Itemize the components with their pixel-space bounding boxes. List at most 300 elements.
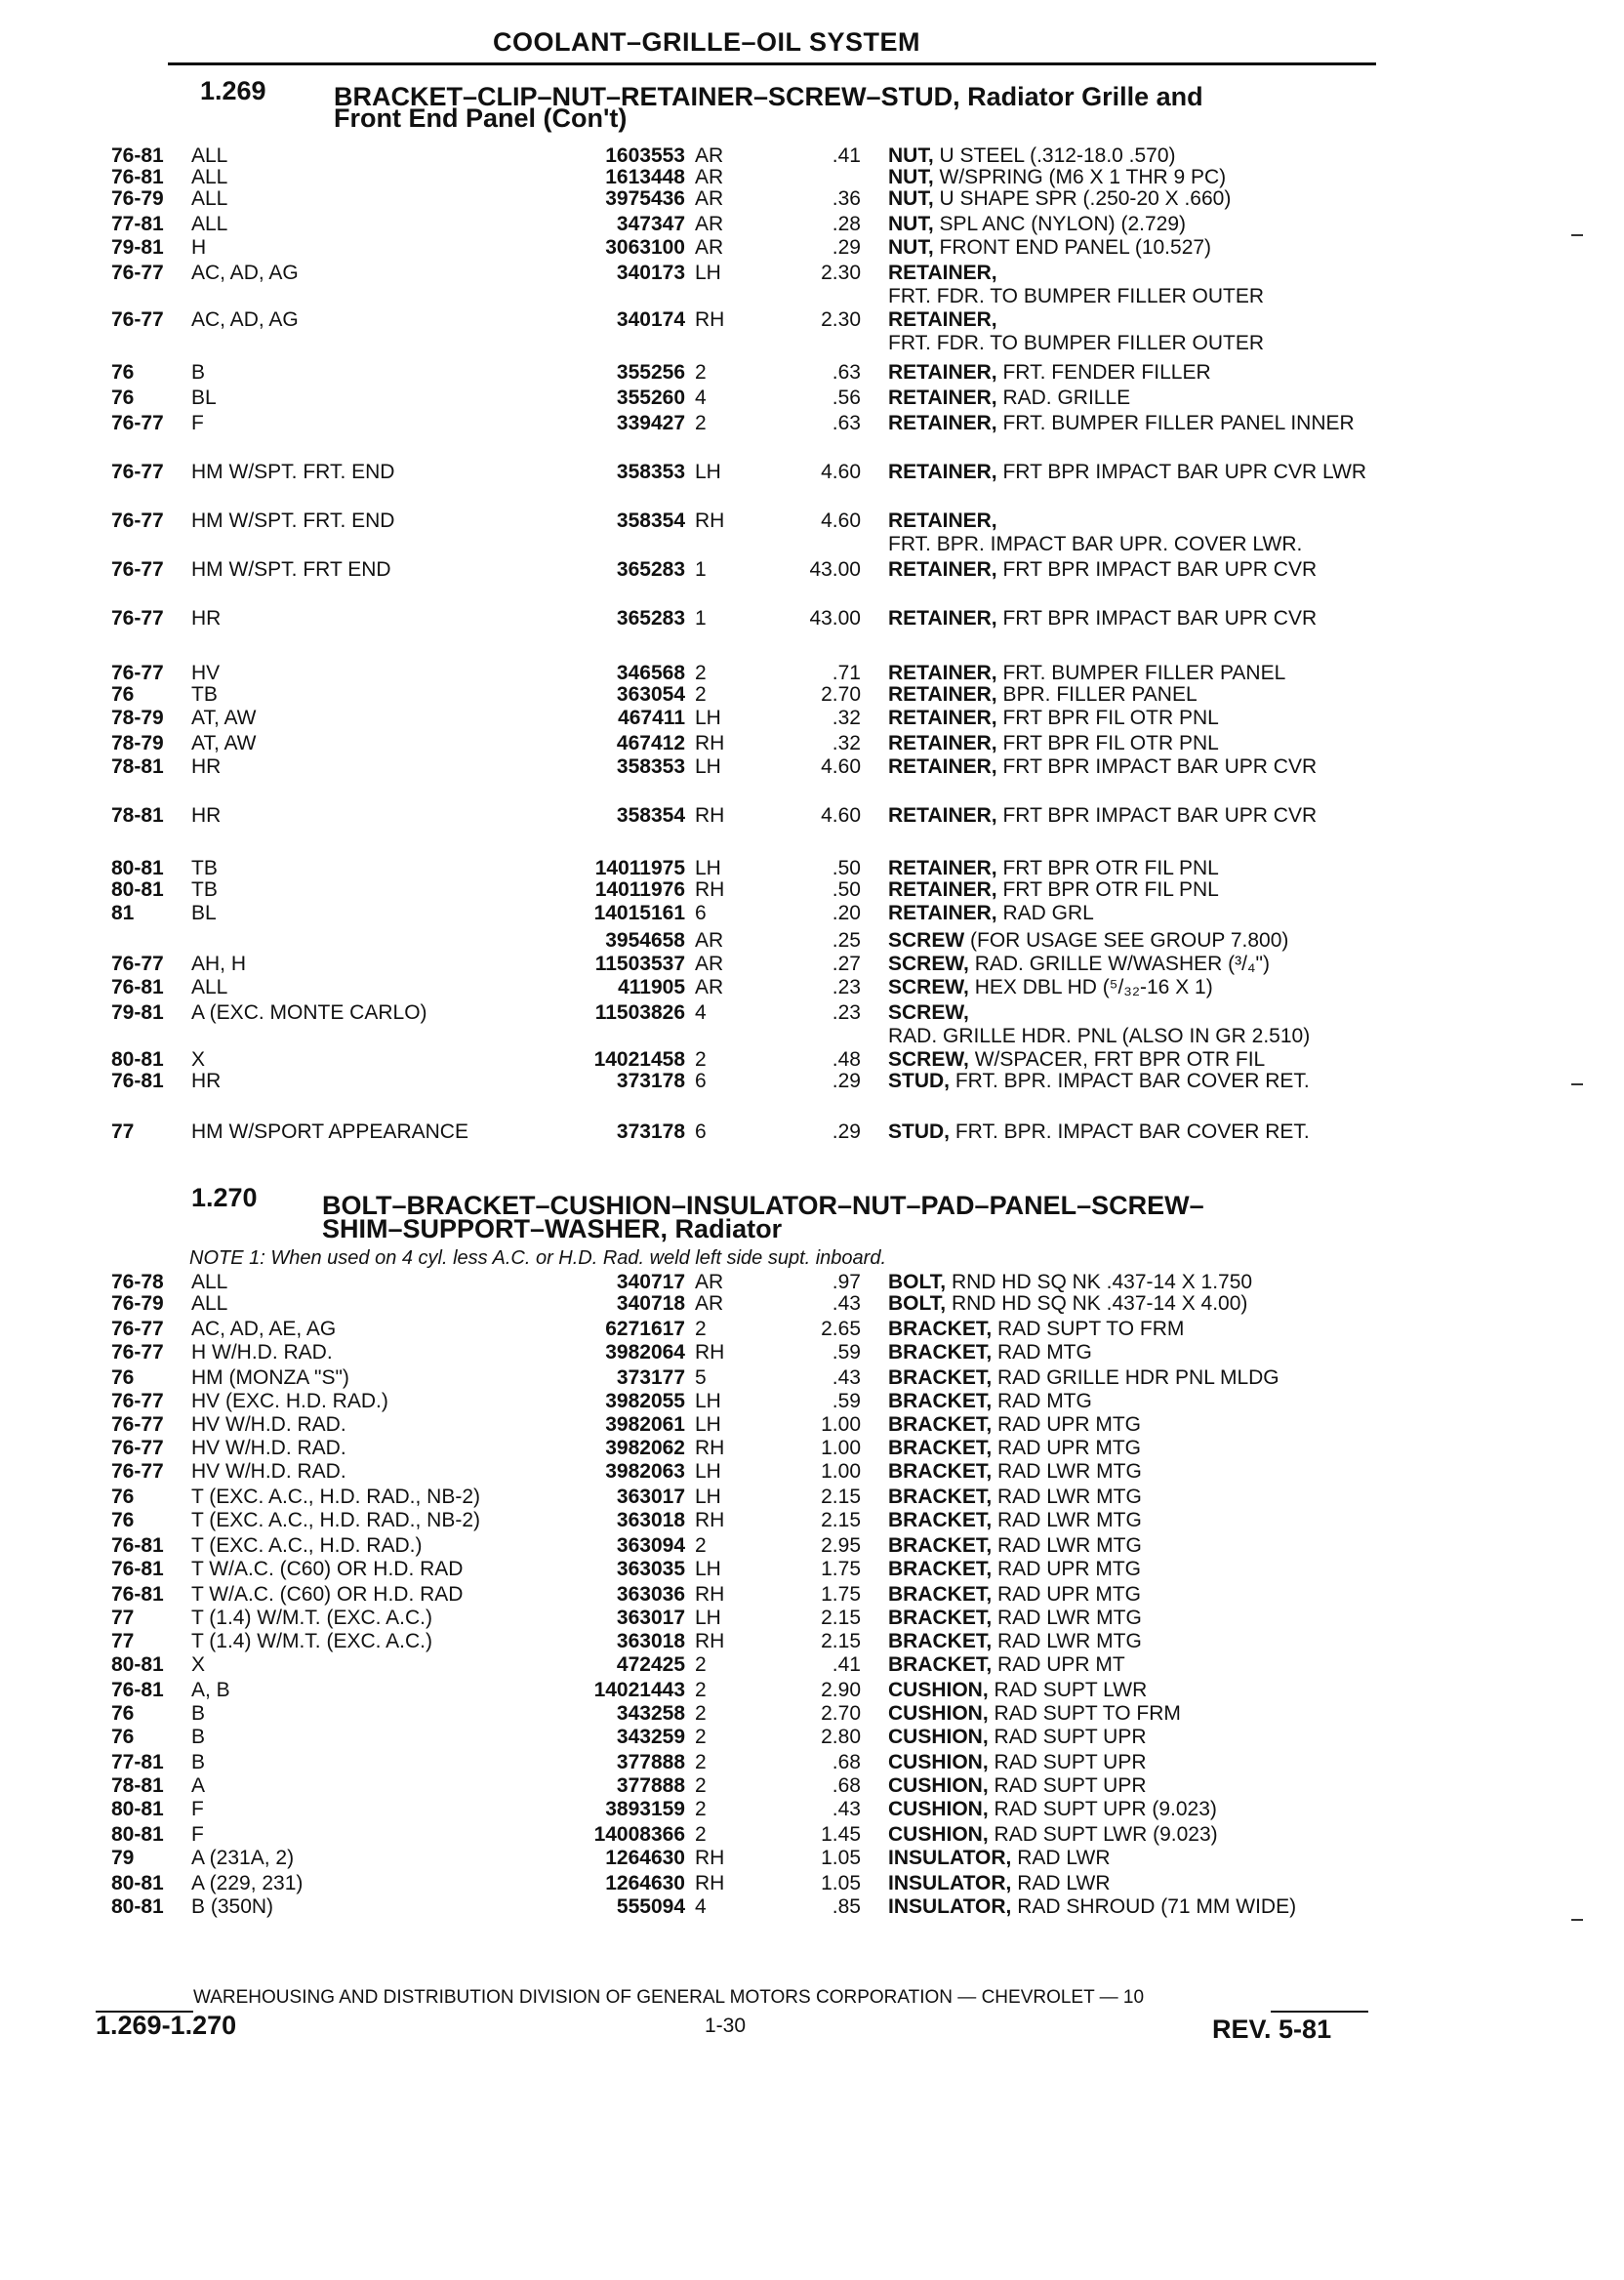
year-cell: 76	[111, 387, 135, 409]
part-number-cell: 363017	[616, 1486, 685, 1508]
part-description: FRT BPR IMPACT BAR UPR CVR	[1002, 755, 1318, 778]
part-number-cell: 347347	[616, 213, 685, 235]
usage-cell: HR	[191, 755, 222, 778]
usage-cell: AC, AD, AE, AG	[191, 1318, 337, 1340]
part-description: RAD SUPT TO FRM	[994, 1702, 1181, 1725]
part-description: RAD LWR	[1017, 1872, 1111, 1894]
quantity-cell: 2	[695, 1702, 707, 1725]
description-cell	[888, 607, 1376, 654]
year-cell: 76-77	[111, 953, 164, 975]
part-number-cell: 363017	[616, 1607, 685, 1629]
usage-cell: HV W/H.D. RAD.	[191, 1437, 346, 1459]
description-cell	[888, 1895, 1376, 1942]
part-name: NUT,	[888, 213, 934, 235]
quantity-cell: 2	[695, 1751, 707, 1773]
quantity-cell: 2	[695, 662, 707, 684]
part-description: FRT BPR OTR FIL PNL	[1002, 878, 1219, 901]
part-description: RAD GRL	[1002, 902, 1094, 924]
part-name: BRACKET,	[888, 1607, 993, 1629]
year-cell: 80-81	[111, 1048, 164, 1071]
price-cell: .68	[832, 1751, 861, 1773]
part-description: FRT BPR OTR FIL PNL	[1002, 857, 1219, 879]
part-description: RAD SUPT LWR	[994, 1679, 1148, 1701]
usage-cell: A (229, 231)	[191, 1872, 304, 1894]
part-number-cell: 1613448	[605, 166, 685, 188]
usage-cell: AC, AD, AG	[191, 308, 299, 331]
part-name: SCREW,	[888, 1048, 969, 1071]
part-number-cell: 340174	[616, 308, 685, 331]
year-cell: 76	[111, 1702, 135, 1725]
year-cell: 81	[111, 902, 135, 924]
part-description: U STEEL (.312-18.0 .570)	[939, 144, 1176, 167]
part-number-cell: 3982061	[605, 1413, 685, 1436]
price-cell: .23	[832, 1001, 861, 1024]
year-cell: 80-81	[111, 878, 164, 901]
part-description: SPL ANC (NYLON) (2.729)	[939, 213, 1186, 235]
part-number-cell: 358353	[616, 755, 685, 778]
usage-cell: HM W/SPT. FRT. END	[191, 509, 395, 532]
description-cell	[888, 262, 1376, 308]
part-name: BRACKET,	[888, 1509, 993, 1531]
part-number-cell: 363018	[616, 1509, 685, 1531]
quantity-cell: LH	[695, 461, 721, 483]
part-description: U SHAPE SPR (.250-20 X .660)	[939, 187, 1232, 210]
part-number-cell: 340718	[616, 1292, 685, 1315]
part-description: RAD SUPT UPR	[994, 1726, 1147, 1748]
part-number-cell: 14015161	[593, 902, 685, 924]
year-cell: 76-77	[111, 262, 164, 284]
part-description: RAD UPR MTG	[997, 1558, 1142, 1580]
part-number-cell: 358354	[616, 509, 685, 532]
quantity-cell: 5	[695, 1366, 707, 1389]
year-cell: 78-81	[111, 804, 164, 827]
year-cell: 76-77	[111, 607, 164, 630]
year-cell: 78-79	[111, 707, 164, 729]
year-cell: 76-81	[111, 1534, 164, 1557]
description-cell	[888, 804, 1376, 851]
part-description: RAD SUPT LWR (9.023)	[994, 1823, 1218, 1846]
quantity-cell: 2	[695, 1653, 707, 1676]
price-cell: .29	[832, 1070, 861, 1092]
quantity-cell: RH	[695, 1437, 725, 1459]
part-name: BRACKET,	[888, 1318, 993, 1340]
part-number-cell: 373178	[616, 1120, 685, 1143]
usage-cell: HM W/SPT. FRT END	[191, 558, 391, 581]
year-cell: 76-81	[111, 976, 164, 998]
year-cell: 76-77	[111, 509, 164, 532]
part-name: RETAINER,	[888, 878, 997, 901]
price-cell: .27	[832, 953, 861, 975]
margin-mark	[1571, 1919, 1583, 1921]
price-cell: 4.60	[821, 461, 861, 483]
year-cell: 76	[111, 1486, 135, 1508]
quantity-cell: LH	[695, 755, 721, 778]
part-description: RAD SUPT UPR	[994, 1751, 1147, 1773]
usage-cell: ALL	[191, 1271, 228, 1293]
quantity-cell: 2	[695, 1774, 707, 1797]
part-name: CUSHION,	[888, 1823, 989, 1846]
part-number-cell: 363036	[616, 1583, 685, 1606]
usage-cell: B	[191, 361, 206, 384]
part-description: FRT. BPR. IMPACT BAR COVER RET.	[954, 1070, 1310, 1092]
part-number-cell: 363018	[616, 1630, 685, 1652]
table-row	[0, 1070, 1624, 1117]
part-number-cell: 6271617	[605, 1318, 685, 1340]
price-cell: .43	[832, 1292, 861, 1315]
part-description: FRT. FDR. TO BUMPER FILLER OUTER	[888, 332, 1265, 354]
part-description: FRT BPR FIL OTR PNL	[1002, 707, 1219, 729]
part-name: RETAINER,	[888, 509, 997, 532]
part-number-cell: 377888	[616, 1774, 685, 1797]
part-number-cell: 343258	[616, 1702, 685, 1725]
part-description: FRT BPR FIL OTR PNL	[1002, 732, 1219, 754]
quantity-cell: 1	[695, 558, 707, 581]
part-name: BOLT,	[888, 1271, 947, 1293]
price-cell: 1.00	[821, 1460, 861, 1483]
usage-cell: B (350N)	[191, 1895, 274, 1918]
part-description: RAD. GRILLE HDR. PNL (ALSO IN GR 2.510)	[888, 1025, 1311, 1047]
part-number-cell: 14021443	[593, 1679, 685, 1701]
quantity-cell: RH	[695, 1509, 725, 1531]
table-row	[0, 461, 1624, 508]
quantity-cell: RH	[695, 804, 725, 827]
part-number-cell: 1264630	[605, 1847, 685, 1869]
price-cell: 2.65	[821, 1318, 861, 1340]
year-cell: 76	[111, 1366, 135, 1389]
year-cell: 76-77	[111, 1318, 164, 1340]
year-cell: 76-81	[111, 1070, 164, 1092]
part-name: STUD,	[888, 1070, 950, 1092]
part-description: RAD LWR MTG	[997, 1630, 1142, 1652]
price-cell: .63	[832, 412, 861, 434]
margin-mark	[1571, 234, 1583, 236]
year-cell: 76	[111, 361, 135, 384]
description-cell	[888, 755, 1376, 802]
year-cell: 80-81	[111, 1895, 164, 1918]
usage-cell: H W/H.D. RAD.	[191, 1341, 333, 1364]
part-name: RETAINER,	[888, 707, 997, 729]
part-description: RAD UPR MT	[997, 1653, 1125, 1676]
header-rule	[168, 62, 1376, 65]
part-name: SCREW,	[888, 1001, 969, 1024]
page-header-title: COOLANT–GRILLE–OIL SYSTEM	[493, 27, 921, 57]
quantity-cell: 6	[695, 1120, 707, 1143]
part-description: RAD UPR MTG	[997, 1437, 1142, 1459]
price-cell: .59	[832, 1341, 861, 1364]
price-cell: .29	[832, 236, 861, 259]
year-cell: 77	[111, 1630, 135, 1652]
part-number-cell: 3982064	[605, 1341, 685, 1364]
year-cell: 80-81	[111, 1798, 164, 1820]
part-description: (FOR USAGE SEE GROUP 7.800)	[970, 929, 1289, 952]
part-name: RETAINER,	[888, 662, 997, 684]
part-number-cell: 3063100	[605, 236, 685, 259]
part-number-cell: 355256	[616, 361, 685, 384]
part-number-cell: 363054	[616, 683, 685, 706]
footer-page-number: 1-30	[705, 2015, 747, 2037]
price-cell: 2.15	[821, 1630, 861, 1652]
year-cell: 76-77	[111, 412, 164, 434]
usage-cell: A, B	[191, 1679, 230, 1701]
part-description: FRT. BPR. IMPACT BAR UPR. COVER LWR.	[888, 533, 1303, 555]
part-description: RAD SUPT TO FRM	[997, 1318, 1185, 1340]
part-description: HEX DBL HD (⁵/₃₂-16 X 1)	[974, 976, 1213, 998]
usage-cell: ALL	[191, 1292, 228, 1315]
quantity-cell: AR	[695, 213, 724, 235]
part-description: W/SPRING (M6 X 1 THR 9 PC)	[939, 166, 1227, 188]
part-number-cell: 14011976	[594, 878, 685, 901]
part-description: RAD MTG	[997, 1390, 1092, 1412]
description-cell	[888, 1070, 1376, 1117]
price-cell: 4.60	[821, 509, 861, 532]
footer-rule-right	[1271, 2011, 1368, 2013]
part-name: RETAINER,	[888, 308, 997, 331]
usage-cell: T (EXC. A.C., H.D. RAD., NB-2)	[191, 1486, 480, 1508]
part-description: FRT BPR IMPACT BAR UPR CVR	[1002, 558, 1318, 581]
part-name: RETAINER,	[888, 732, 997, 754]
quantity-cell: AR	[695, 976, 724, 998]
part-name: RETAINER,	[888, 857, 997, 879]
section-number-1269: 1.269	[200, 76, 266, 105]
year-cell: 76-79	[111, 1292, 164, 1315]
part-name: INSULATOR,	[888, 1895, 1012, 1918]
part-name: INSULATOR,	[888, 1872, 1012, 1894]
price-cell: .97	[832, 1271, 861, 1293]
year-cell: 79	[111, 1847, 135, 1869]
price-cell: .63	[832, 361, 861, 384]
table-row	[0, 1895, 1624, 1942]
part-name: STUD,	[888, 1120, 950, 1143]
part-name: CUSHION,	[888, 1751, 989, 1773]
quantity-cell: 2	[695, 412, 707, 434]
part-name: SCREW	[888, 929, 965, 952]
usage-cell: A (231A, 2)	[191, 1847, 295, 1869]
quantity-cell: LH	[695, 1558, 721, 1580]
usage-cell: B	[191, 1726, 206, 1748]
description-cell	[888, 412, 1376, 459]
part-number-cell: 1603553	[605, 144, 685, 167]
description-cell	[888, 1120, 1376, 1167]
part-description: RAD UPR MTG	[997, 1583, 1142, 1606]
part-number-cell: 377888	[616, 1751, 685, 1773]
section-title-1269-line2: Front End Panel (Con't)	[334, 103, 628, 133]
part-name: BRACKET,	[888, 1413, 993, 1436]
price-cell: 1.45	[821, 1823, 861, 1846]
part-description: FRT. BUMPER FILLER PANEL	[1002, 662, 1286, 684]
price-cell: .56	[832, 387, 861, 409]
part-name: BRACKET,	[888, 1460, 993, 1483]
part-name: RETAINER,	[888, 262, 997, 284]
usage-cell: T (1.4) W/M.T. (EXC. A.C.)	[191, 1607, 432, 1629]
part-description: RAD. GRILLE W/WASHER (³/₄")	[974, 953, 1270, 975]
usage-cell: AT, AW	[191, 707, 257, 729]
usage-cell: F	[191, 412, 204, 434]
usage-cell: HV (EXC. H.D. RAD.)	[191, 1390, 388, 1412]
usage-cell: HM (MONZA "S")	[191, 1366, 349, 1389]
part-number-cell: 14011975	[594, 857, 685, 879]
quantity-cell: 2	[695, 683, 707, 706]
price-cell: 4.60	[821, 804, 861, 827]
price-cell: .50	[832, 857, 861, 879]
year-cell: 79-81	[111, 1001, 164, 1024]
price-cell: .36	[832, 187, 861, 210]
price-cell: 1.05	[821, 1872, 861, 1894]
part-name: BRACKET,	[888, 1366, 993, 1389]
quantity-cell: 2	[695, 361, 707, 384]
table-row	[0, 1001, 1624, 1048]
part-number-cell: 343259	[616, 1726, 685, 1748]
table-row	[0, 607, 1624, 654]
part-name: BRACKET,	[888, 1653, 993, 1676]
table-row	[0, 509, 1624, 556]
part-number-cell: 411905	[618, 976, 685, 998]
price-cell: 1.75	[821, 1583, 861, 1606]
usage-cell: AC, AD, AG	[191, 262, 299, 284]
quantity-cell: 2	[695, 1534, 707, 1557]
price-cell: .28	[832, 213, 861, 235]
quantity-cell: RH	[695, 308, 725, 331]
price-cell: .85	[832, 1895, 861, 1918]
part-number-cell: 3975436	[605, 187, 685, 210]
part-name: RETAINER,	[888, 902, 997, 924]
year-cell: 76	[111, 1509, 135, 1531]
year-cell: 76-77	[111, 662, 164, 684]
part-description: FRT BPR IMPACT BAR UPR CVR	[1002, 607, 1318, 630]
part-name: RETAINER,	[888, 461, 997, 483]
year-cell: 80-81	[111, 1653, 164, 1676]
year-cell: 76-79	[111, 187, 164, 210]
usage-cell: X	[191, 1653, 206, 1676]
usage-cell: TB	[191, 878, 218, 901]
quantity-cell: AR	[695, 144, 724, 167]
year-cell: 76-77	[111, 461, 164, 483]
quantity-cell: LH	[695, 1607, 721, 1629]
description-cell	[888, 1001, 1376, 1048]
usage-cell: ALL	[191, 976, 228, 998]
quantity-cell: AR	[695, 236, 724, 259]
quantity-cell: 2	[695, 1798, 707, 1820]
part-name: RETAINER,	[888, 361, 997, 384]
year-cell: 76	[111, 1726, 135, 1748]
part-name: NUT,	[888, 144, 934, 167]
part-name: SCREW,	[888, 976, 969, 998]
year-cell: 76-77	[111, 308, 164, 331]
table-row	[0, 804, 1624, 851]
quantity-cell: RH	[695, 732, 725, 754]
part-description: RAD GRILLE HDR PNL MLDG	[997, 1366, 1279, 1389]
year-cell: 78-81	[111, 755, 164, 778]
part-number-cell: 11503537	[594, 953, 685, 975]
usage-cell: ALL	[191, 187, 228, 210]
part-description: FRT. BUMPER FILLER PANEL INNER	[1002, 412, 1355, 434]
year-cell: 80-81	[111, 857, 164, 879]
quantity-cell: 4	[695, 1895, 707, 1918]
price-cell: .59	[832, 1390, 861, 1412]
price-cell: .23	[832, 976, 861, 998]
usage-cell: AH, H	[191, 953, 247, 975]
quantity-cell: 6	[695, 1070, 707, 1092]
price-cell: .68	[832, 1774, 861, 1797]
quantity-cell: LH	[695, 1460, 721, 1483]
price-cell: 43.00	[809, 607, 861, 630]
usage-cell: AT, AW	[191, 732, 257, 754]
quantity-cell: LH	[695, 857, 721, 879]
year-cell: 76-78	[111, 1271, 164, 1293]
year-cell: 76-81	[111, 144, 164, 167]
usage-cell: HV W/H.D. RAD.	[191, 1413, 346, 1436]
footer-publisher-line: WAREHOUSING AND DISTRIBUTION DIVISION OF GENERAL MOTORS CORPORATION — CHEVROLET — 10	[193, 1987, 1145, 2008]
year-cell: 76-77	[111, 1341, 164, 1364]
price-cell: .71	[832, 662, 861, 684]
part-number-cell: 3982062	[605, 1437, 685, 1459]
part-number-cell: 1264630	[605, 1872, 685, 1894]
usage-cell: X	[191, 1048, 206, 1071]
price-cell: 2.15	[821, 1607, 861, 1629]
price-cell: 2.15	[821, 1486, 861, 1508]
part-name: BRACKET,	[888, 1534, 993, 1557]
price-cell: 43.00	[809, 558, 861, 581]
part-number-cell: 3893159	[605, 1798, 685, 1820]
part-description: FRT. BPR. IMPACT BAR COVER RET.	[954, 1120, 1310, 1143]
quantity-cell: LH	[695, 262, 721, 284]
usage-cell: ALL	[191, 166, 228, 188]
usage-cell: T (1.4) W/M.T. (EXC. A.C.)	[191, 1630, 432, 1652]
quantity-cell: 4	[695, 387, 707, 409]
part-name: CUSHION,	[888, 1702, 989, 1725]
description-cell	[888, 558, 1376, 605]
part-number-cell: 363094	[616, 1534, 685, 1557]
quantity-cell: AR	[695, 166, 724, 188]
margin-mark	[1571, 1083, 1583, 1085]
footer-section-range: 1.269-1.270	[96, 2011, 237, 2040]
part-description: RAD. GRILLE	[1002, 387, 1131, 409]
usage-cell: T (EXC. A.C., H.D. RAD.)	[191, 1534, 423, 1557]
year-cell: 76-81	[111, 1583, 164, 1606]
part-number-cell: 11503826	[594, 1001, 685, 1024]
part-description: FRONT END PANEL (10.527)	[939, 236, 1212, 259]
price-cell: 2.70	[821, 683, 861, 706]
part-description: FRT BPR IMPACT BAR UPR CVR	[1002, 804, 1318, 827]
price-cell: .43	[832, 1798, 861, 1820]
year-cell: 76-77	[111, 1390, 164, 1412]
quantity-cell: RH	[695, 878, 725, 901]
part-number-cell: 358353	[616, 461, 685, 483]
part-name: RETAINER,	[888, 412, 997, 434]
quantity-cell: AR	[695, 1292, 724, 1315]
part-description: RAD LWR	[1017, 1847, 1111, 1869]
part-number-cell: 472425	[616, 1653, 685, 1676]
quantity-cell: AR	[695, 929, 724, 952]
part-number-cell: 373178	[616, 1070, 685, 1092]
table-row	[0, 755, 1624, 802]
year-cell: 80-81	[111, 1872, 164, 1894]
usage-cell: HV	[191, 662, 221, 684]
footer-revision: REV. 5-81	[1212, 2015, 1332, 2044]
quantity-cell: LH	[695, 707, 721, 729]
part-name: BRACKET,	[888, 1437, 993, 1459]
part-number-cell: 3954658	[605, 929, 685, 952]
part-number-cell: 555094	[616, 1895, 685, 1918]
usage-cell: ALL	[191, 144, 228, 167]
quantity-cell: AR	[695, 187, 724, 210]
quantity-cell: LH	[695, 1390, 721, 1412]
year-cell: 77	[111, 1607, 135, 1629]
part-number-cell: 467411	[618, 707, 685, 729]
part-name: SCREW,	[888, 953, 969, 975]
part-name: RETAINER,	[888, 683, 997, 706]
part-description: FRT. FDR. TO BUMPER FILLER OUTER	[888, 285, 1265, 307]
price-cell: 2.90	[821, 1679, 861, 1701]
